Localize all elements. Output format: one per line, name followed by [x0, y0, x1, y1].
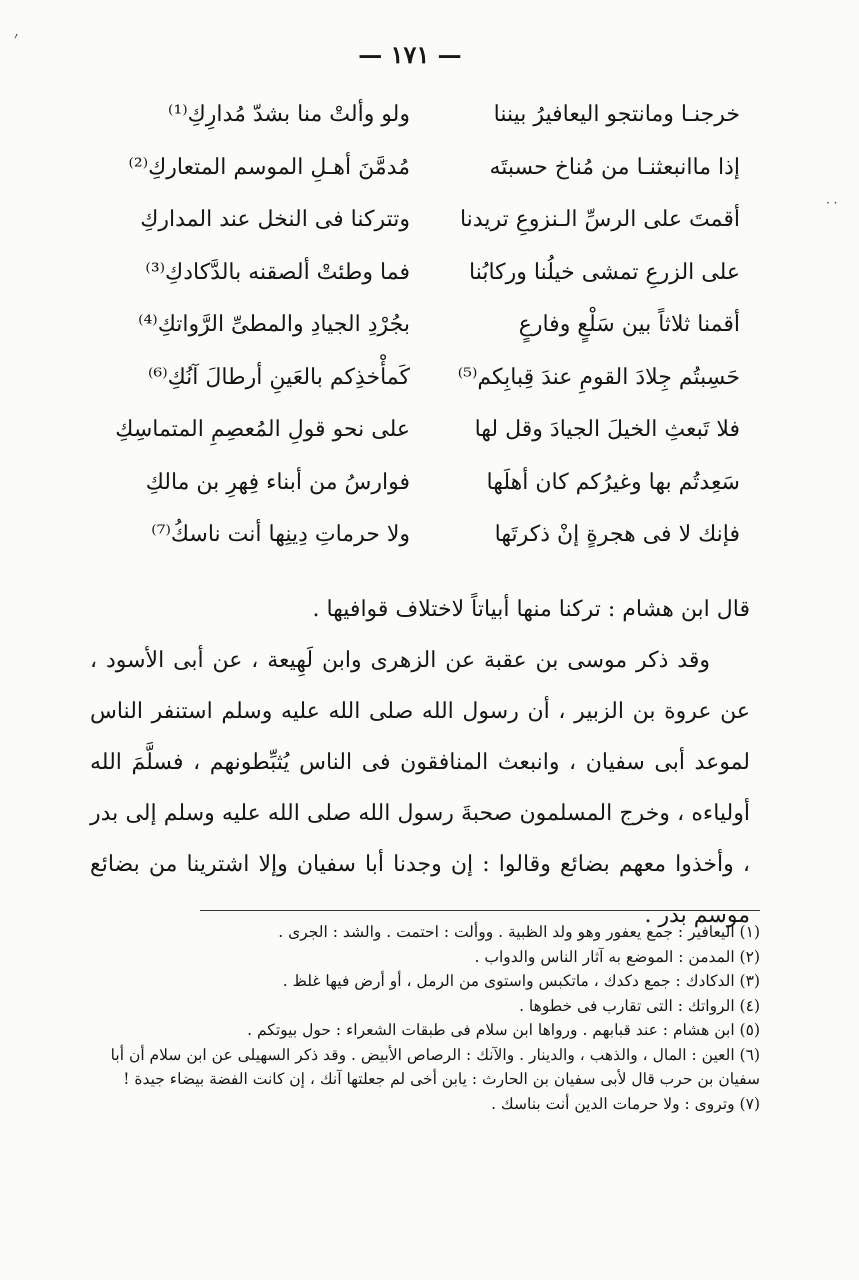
verse-first-hemistich: حَسِبتُم جِلادَ القومِ عندَ قِبابِكم⁽⁵⁾	[457, 364, 740, 390]
verse-first-hemistich: سَعِدتُم بها وغيرُكم كان أهلَها	[486, 469, 740, 495]
verse-row	[100, 96, 740, 149]
verse-second-hemistich: بجُرْدِ الجيادِ والمطىِّ الرَّواتكِ⁽⁴⁾	[138, 312, 410, 337]
footnote-1: (١) اليعافير : جمع يعفور وهو ولد الظبية . ووألت : احتمت . والشد : الجرى .	[278, 923, 760, 941]
verse-row	[100, 359, 740, 412]
ibn-hisham-note: قال ابن هشام : تركنا منها أبياتاً لاختلاف قوافيها .	[312, 597, 750, 622]
footnote-3: (٣) الدكادك : جمع دكدك ، ماتكبس واستوى من الرمل ، أو أرض فيها غلظ .	[282, 972, 760, 990]
margin-mark-right: · ·	[826, 196, 838, 210]
verse-second-hemistich: مُدمَّنَ أهـلِ الموسم المتعاركِ⁽²⁾	[128, 154, 410, 180]
verse-first-hemistich: خرجنـا ومانتجو اليعافيرُ بيننا	[493, 102, 740, 127]
verse-first-hemistich: على الزرعِ تمشى خيلُنا وركابُنا	[469, 259, 740, 285]
verse-row	[100, 254, 740, 307]
footnote-divider	[200, 910, 760, 911]
footnote-4: (٤) الرواتك : التى تقارب فى خطوها .	[519, 996, 760, 1015]
footnotes	[80, 920, 760, 1116]
verse-second-hemistich: كَمأْخذِكم بالعَينِ أرطالَ آنُكِ⁽⁶⁾	[147, 364, 410, 390]
footnote-5: (٥) ابن هشام : عند قبابهم . ورواها ابن سلام فى طبقات الشعراء : حول بيوتكم .	[247, 1021, 760, 1039]
verse-first-hemistich: أقمتَ على الرسِّ الـنزوعِ تريدنا	[459, 207, 740, 232]
verse-row	[100, 306, 740, 359]
verse-first-hemistich: أقمنا ثلاثاً بين سَلْعٍ وفارعٍ	[518, 312, 740, 337]
verse-first-hemistich: فإنك لا فى هجرةٍ إنْ ذكرتَها	[494, 522, 740, 547]
narrative-paragraph: وقد ذكر موسى بن عقبة عن الزهرى وابن لَهِيعة ، عن أبى الأسود ، عن عروة بن الزبير ، أن رسول الله صلى الله عليه وسلم استنفر الناس لموعد أبى سفيان ، وانبعث المنافقون فى الناس يُثبِّطونهم ، فسلَّمَ الله أولياءه ، وخرج المسلمون صحبةَ رسول الله صلى الله عليه وسلم إلى بدر ، وأخذوا معهم بضائع وقالوا : إن وجدنا أبا سفيان وإلا اشترينا من بضائع موسم بدر .	[90, 648, 750, 928]
page-number: — ١٧١ —	[358, 40, 462, 69]
verse-row	[100, 201, 740, 254]
verse-row	[100, 516, 740, 569]
verse-row	[100, 149, 740, 202]
verse-first-hemistich: إذا ماانبعثنـا من مُناخ حسبتَه	[489, 154, 740, 180]
verse-second-hemistich: وتتركنا فى النخل عند المداركِ	[140, 207, 410, 232]
verse-second-hemistich: ولا حرماتِ دِينِها أنت ناسكُ⁽⁷⁾	[151, 522, 410, 547]
footnote-7: (٧) وتروى : ولا حرمات الدين أنت بناسك .	[491, 1094, 760, 1113]
verse-second-hemistich: على نحو قولِ المُعصِمِ المتماسِكِ	[115, 417, 410, 442]
verse-second-hemistich: فوارسُ من أبناء فِهرِ بن مالكِ	[145, 469, 410, 495]
footnote-6: (٦) العين : المال ، والذهب ، والدينار . والآنك : الرصاص الأبيض . وقد ذكر السهيلى عن ابن سلام أن أبا سفيان بن حرب قال لأبى سفيان بن الحارث : يابن أخى لم جعلتها آنك ، إن كانت الفضة بيضاء جيدة !	[110, 1045, 760, 1088]
verse-second-hemistich: ولو وألتْ منا بشدّ مُدارِكِ⁽¹⁾	[168, 102, 410, 127]
prose-body	[90, 584, 750, 941]
verse-row	[100, 411, 740, 464]
verse-row	[100, 464, 740, 517]
verse-first-hemistich: فلا تَبعثِ الخيلَ الجيادَ وقل لها	[474, 417, 740, 442]
margin-mark-top-left: ׳	[14, 28, 19, 49]
footnote-2: (٢) المدمن : الموضع به آثار الناس والدواب .	[474, 947, 760, 966]
verse-second-hemistich: فما وطئتْ ألصقنه بالدَّكادكِ⁽³⁾	[145, 259, 410, 285]
poem-verses	[100, 96, 740, 569]
